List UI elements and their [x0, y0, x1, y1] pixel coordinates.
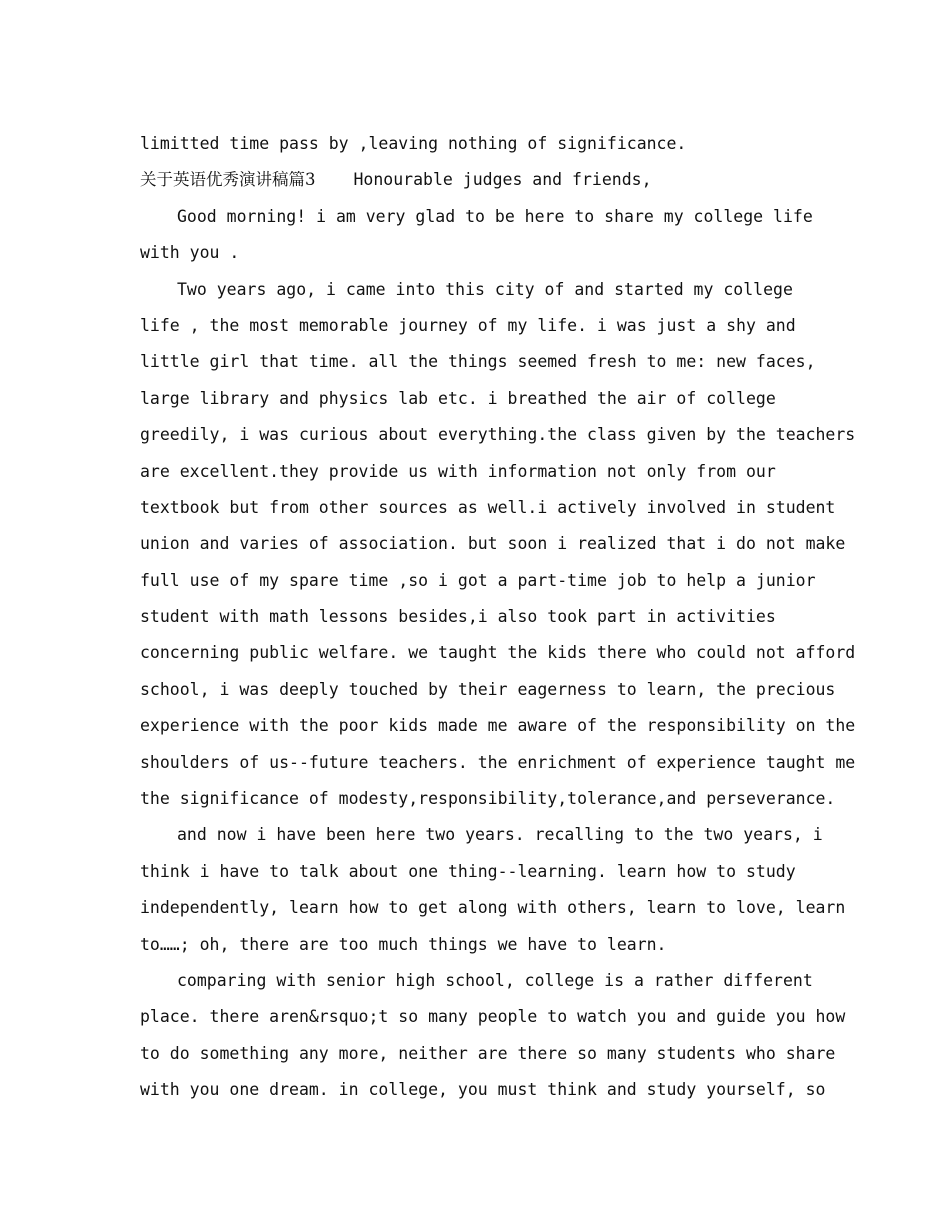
paragraph-line: with you .	[140, 243, 240, 263]
paragraph-line: student with math lessons besides,i also took part in activities	[140, 607, 776, 627]
paragraph-line: with you one dream. in college, you must think and study yourself, so	[140, 1080, 826, 1100]
paragraph-line: full use of my spare time ,so i got a part-time job to help a junior	[140, 570, 816, 590]
paragraph-line: shoulders of us--future teachers. the enrichment of experience taught me	[140, 752, 856, 772]
paragraph-line: experience with the poor kids made me aware of the responsibility on the	[140, 716, 856, 736]
paragraph-line: the significance of modesty,responsibility,tolerance,and perseverance.	[140, 789, 836, 809]
paragraph-line: think i have to talk about one thing--learning. learn how to study	[140, 861, 796, 881]
paragraph-greeting	[140, 199, 820, 272]
paragraph-line: textbook but from other sources as well.i actively involved in student	[140, 497, 836, 517]
paragraph-line: and now i have been here two years. recalling to the two years, i	[177, 825, 823, 845]
paragraph-line: Good morning! i am very glad to be here to share my college life	[177, 206, 813, 226]
paragraph-two-years-ago	[140, 272, 856, 818]
paragraph-line: little girl that time. all the things seemed fresh to me: new faces,	[140, 352, 816, 372]
heading-title: 关于英语优秀演讲稿篇3	[140, 170, 316, 190]
paragraph-line: comparing with senior high school, college is a rather different	[177, 970, 813, 990]
intro-line: limitted time pass by ,leaving nothing of significance.	[140, 134, 687, 153]
paragraph-now-two-years	[140, 817, 846, 963]
paragraph-line: greedily, i was curious about everything.the class given by the teachers	[140, 425, 856, 445]
paragraph-line: to do something any more, neither are there so many students who share	[140, 1043, 836, 1063]
section-heading	[140, 162, 820, 198]
paragraph-line: life , the most memorable journey of my life. i was just a shy and	[140, 315, 796, 335]
paragraph-line: school, i was deeply touched by their eagerness to learn, the precious	[140, 679, 836, 699]
heading-salutation: Honourable judges and friends,	[353, 170, 652, 190]
document-page	[140, 126, 856, 1109]
paragraph-line: independently, learn how to get along with others, learn to love, learn	[140, 898, 846, 918]
paragraph-line: large library and physics lab etc. i breathed the air of college	[140, 388, 776, 408]
paragraph-comparing	[140, 963, 846, 1109]
paragraph-line: to……; oh, there are too much things we have to learn.	[140, 934, 667, 954]
paragraph-line: place. there aren&rsquo;t so many people to watch you and guide you how	[140, 1007, 846, 1027]
paragraph-line: Two years ago, i came into this city of and started my college	[177, 279, 793, 299]
paragraph-line: concerning public welfare. we taught the kids there who could not afford	[140, 643, 856, 663]
paragraph-line: union and varies of association. but soon i realized that i do not make	[140, 534, 846, 554]
paragraph-line: are excellent.they provide us with information not only from our	[140, 461, 776, 481]
